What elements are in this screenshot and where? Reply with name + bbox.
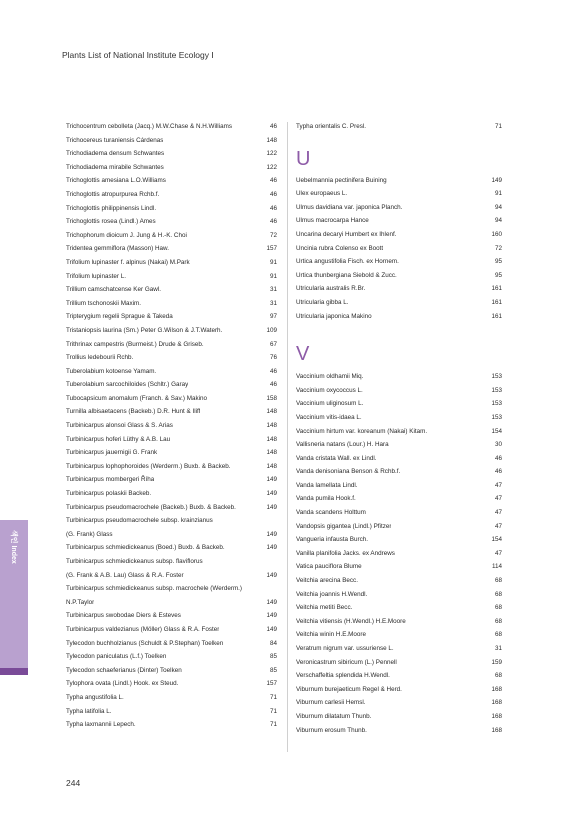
index-entry	[296, 533, 502, 547]
index-entry	[296, 214, 502, 228]
index-entry	[66, 664, 277, 678]
entry-name: Turbinicarpus hoferi Lüthy & A.B. Lau	[66, 435, 171, 443]
entry-page-number: 46	[269, 218, 277, 226]
entry-page-number: 149	[491, 176, 502, 184]
entry-page-number: 148	[266, 449, 277, 457]
entry-page-number: 168	[491, 726, 502, 734]
entry-name: Urtica angustifolia Fisch. ex Hornem.	[296, 258, 399, 266]
entry-name: Veitchia winin H.E.Moore	[296, 631, 366, 639]
entry-page-number: 91	[269, 272, 277, 280]
entry-name: Utricularia japonica Makino	[296, 312, 372, 320]
entry-name: Trichoglottis amesiana L.O.Williams	[66, 177, 166, 185]
entry-page-number: 71	[269, 693, 277, 701]
entry-page-number: 46	[269, 123, 277, 130]
entry-name: Typha laxmannii Lepech.	[66, 721, 136, 729]
entry-page-number: 148	[266, 435, 277, 443]
index-entry	[66, 705, 277, 719]
index-entry	[296, 452, 502, 466]
entry-name: Vanda denisoniana Benson & Rchb.f.	[296, 468, 401, 476]
running-header: Plants List of National Institute Ecology Ⅰ	[62, 50, 214, 60]
entry-page-number: 149	[266, 598, 277, 606]
entry-name: Tylecodon buchholzianus (Schuldt & P.Stephan) Toelken	[66, 639, 224, 647]
entry-page-number: 157	[266, 245, 277, 253]
index-entry	[66, 501, 277, 515]
side-index-tab-strip	[0, 668, 28, 675]
entry-page-number: 148	[266, 408, 277, 416]
index-entry	[296, 710, 502, 724]
index-entry	[296, 506, 502, 520]
entry-name: Vatica pauciflora Blume	[296, 563, 362, 571]
entry-page-number: 149	[266, 503, 277, 511]
index-entry	[66, 582, 277, 596]
entry-name: Turbinicarpus swobodae Diers & Esteves	[66, 612, 181, 620]
index-entry	[66, 134, 277, 148]
entry-page-number: 67	[269, 340, 277, 348]
entry-page-number: 153	[491, 386, 502, 394]
index-entry	[66, 637, 277, 651]
entry-page-number: 46	[269, 190, 277, 198]
entry-page-number: 122	[266, 150, 277, 158]
index-entry	[66, 555, 277, 569]
entry-page-number: 94	[494, 217, 502, 225]
entry-name: (G. Frank) Glass	[66, 530, 113, 538]
entry-name: Veitchia arecina Becc.	[296, 577, 358, 585]
entry-page-number: 68	[494, 590, 502, 598]
entry-name: Veitchia metiti Becc.	[296, 604, 353, 612]
index-entry	[66, 487, 277, 501]
index-entry	[66, 174, 277, 188]
index-entry	[66, 229, 277, 243]
entry-page-number: 91	[494, 190, 502, 198]
entry-name: Vaccinium hirtum var. koreanum (Nakai) Kitam.	[296, 427, 428, 435]
entry-name: Trichodiadema densum Schwantes	[66, 150, 165, 158]
entry-name: Typha latifolia L.	[66, 707, 112, 715]
entry-name: Veitchia vitiensis (H.Wendl.) H.E.Moore	[296, 617, 406, 625]
index-entry	[296, 642, 502, 656]
entry-name: Vanda cristata Wall. ex Lindl.	[296, 454, 377, 462]
index-entry	[296, 669, 502, 683]
entry-name: Trichocentrum cebolleta (Jacq.) M.W.Chase & N.H.Williams	[66, 123, 232, 130]
entry-page-number: 46	[494, 468, 502, 476]
entry-page-number: 122	[266, 163, 277, 171]
entry-page-number: 47	[494, 495, 502, 503]
index-entry	[296, 242, 502, 256]
entry-name: Veronicastrum sibiricum (L.) Pennell	[296, 658, 397, 666]
entry-name: Trillium tschonoskii Maxim.	[66, 299, 141, 307]
entry-name: Turbinicarpus alonsoi Glass & S. Arias	[66, 422, 173, 430]
index-entry	[296, 296, 502, 310]
index-entry	[66, 473, 277, 487]
entry-name: Vaccinium oldhamii Miq.	[296, 373, 364, 381]
entry-name: Viburnum carlesii Hemsl.	[296, 699, 366, 707]
index-entry	[66, 419, 277, 433]
entry-name: Veratrum nigrum var. ussuriense L.	[296, 645, 394, 652]
index-entry	[66, 623, 277, 637]
index-entry	[296, 547, 502, 561]
entry-page-number: 161	[491, 285, 502, 293]
index-entry	[296, 174, 502, 188]
entry-page-number: 47	[494, 522, 502, 530]
index-entry	[296, 438, 502, 452]
entry-page-number: 149	[266, 612, 277, 620]
entry-name: Vanda lamellata Lindl.	[296, 481, 358, 489]
entry-page-number: 154	[491, 427, 502, 435]
entry-name: Viburnum burejaeticum Regel & Herd.	[296, 685, 402, 693]
index-entry	[66, 338, 277, 352]
entry-name: Urtica thunbergiana Siebold & Zucc.	[296, 271, 397, 279]
entry-name: Trichodiadema mirabile Schwantes	[66, 163, 164, 171]
entry-name: Turbinicarpus pseudomacrochele (Backeb.) Buxb. & Backeb.	[66, 503, 236, 511]
entry-page-number: 31	[269, 299, 277, 307]
entry-name: Turbinicarpus schmiedickeanus (Boed.) Buxb. & Backeb.	[66, 544, 225, 552]
entry-page-number: 47	[494, 549, 502, 557]
index-entry	[66, 256, 277, 270]
index-entry	[66, 677, 277, 691]
entry-name: Trifolium lupinaster f. alpinus (Nakai) M.Park	[66, 258, 190, 266]
entry-page-number: 31	[494, 645, 502, 652]
section-letter-u: U	[296, 147, 311, 170]
entry-page-number: 30	[494, 441, 502, 449]
entry-page-number: 68	[494, 604, 502, 612]
entry-page-number: 148	[266, 422, 277, 430]
index-entry	[66, 392, 277, 406]
entry-name: Turbinicarpus lophophoroides (Werderm.) Buxb. & Backeb.	[66, 462, 231, 470]
index-entry	[66, 310, 277, 324]
index-entry	[66, 541, 277, 555]
index-entry	[66, 147, 277, 161]
entry-page-number: 159	[491, 658, 502, 666]
index-entry	[66, 297, 277, 311]
entry-page-number: 153	[491, 400, 502, 408]
entry-name: Vallisneria natans (Lour.) H. Hara	[296, 441, 389, 449]
right-column	[296, 120, 502, 737]
index-entry	[296, 574, 502, 588]
index-entry	[296, 724, 502, 738]
entry-page-number: 168	[491, 685, 502, 693]
section-v-list	[296, 370, 502, 737]
entry-page-number: 149	[266, 571, 277, 579]
entry-name: Turbinicarpus pseudomacrochele subsp. krainzianus	[66, 517, 213, 525]
entry-page-number: 71	[494, 123, 502, 130]
entry-name: Viburnum erosum Thunb.	[296, 726, 367, 734]
entry-name: Trollius ledebourii Rchb.	[66, 354, 134, 362]
entry-page-number: 109	[266, 326, 277, 334]
index-entry	[296, 411, 502, 425]
entry-name: Turbinicarpus valdezianus (Mӧller) Glass & R.A. Foster	[66, 625, 220, 633]
entry-page-number: 94	[494, 203, 502, 211]
index-entry	[66, 161, 277, 175]
section-u-list	[296, 174, 502, 324]
index-entry	[296, 465, 502, 479]
index-entry	[296, 228, 502, 242]
entry-name: Vanda scandens Holttum	[296, 509, 366, 517]
index-entry	[66, 433, 277, 447]
entry-name: Ulmus davidiana var. japonica Planch.	[296, 203, 403, 211]
entry-name: Trithrinax campestris (Burmeist.) Drude & Griseb.	[66, 340, 204, 348]
entry-page-number: 72	[494, 244, 502, 252]
index-entry	[296, 425, 502, 439]
entry-name: Utricularia australis R.Br.	[296, 285, 366, 293]
entry-name: Verschaffeltia splendida H.Wendl.	[296, 672, 390, 680]
entry-page-number: 71	[269, 707, 277, 715]
entry-name: Tylecodon paniculatus (L.f.) Toelken	[66, 653, 167, 661]
entry-page-number: 148	[266, 462, 277, 470]
index-entry	[66, 650, 277, 664]
entry-page-number: 161	[491, 312, 502, 320]
index-entry	[66, 324, 277, 338]
entry-page-number: 161	[491, 298, 502, 306]
index-entry	[296, 628, 502, 642]
entry-name: Veitchia joannis H.Wendl.	[296, 590, 368, 598]
entry-page-number: 46	[494, 454, 502, 462]
index-entry	[296, 492, 502, 506]
entry-name: Trichoglottis atropurpurea Rchb.f.	[66, 190, 160, 198]
index-entry	[66, 283, 277, 297]
entry-page-number: 46	[269, 177, 277, 185]
index-entry	[296, 560, 502, 574]
entry-name: Utricularia gibba L.	[296, 298, 349, 306]
index-entry	[66, 569, 277, 583]
entry-page-number: 160	[491, 230, 502, 238]
index-entry	[296, 696, 502, 710]
index-entry	[66, 378, 277, 392]
entry-name: Uncinia rubra Colenso ex Boott	[296, 244, 384, 252]
index-entry	[296, 310, 502, 324]
page-number: 244	[66, 778, 81, 788]
entry-name: Ulex europaeus L.	[296, 190, 348, 198]
entry-page-number: 95	[494, 271, 502, 279]
entry-page-number: 148	[266, 136, 277, 144]
entry-name: Tubocapsicum anomalum (Franch. & Sav.) Makino	[66, 394, 208, 402]
index-entry	[296, 201, 502, 215]
entry-name: Turbinicarpus mombergeri Říha	[66, 476, 155, 484]
entry-name: Vaccinium vitis-idaea L.	[296, 413, 362, 421]
index-entry	[296, 683, 502, 697]
index-entry	[296, 479, 502, 493]
entry-name: Trichoglottis rosea (Lindl.) Ames	[66, 218, 156, 226]
index-entry	[66, 270, 277, 284]
column-divider	[287, 122, 288, 752]
entry-page-number: 154	[491, 536, 502, 544]
entry-name: Uncarina decaryi Humbert ex Ihlenf.	[296, 230, 397, 238]
entry-page-number: 68	[494, 577, 502, 585]
index-entry	[66, 718, 277, 732]
right-top-list	[296, 120, 502, 134]
entry-page-number: 149	[266, 530, 277, 538]
left-column	[66, 120, 277, 732]
entry-name: Tuberolabium kotoense Yamam.	[66, 367, 157, 375]
entry-name: Typha angustifolia L.	[66, 693, 124, 701]
index-entry	[296, 120, 502, 134]
entry-name: Tylecodon schaeferianus (Dinter) Toelken	[66, 666, 182, 674]
index-entry	[66, 188, 277, 202]
index-entry	[296, 656, 502, 670]
section-letter-v: V	[296, 343, 310, 366]
entry-name: Vanda pumila Hook.f.	[296, 495, 356, 503]
entry-name: Ulmus macrocarpa Hance	[296, 217, 369, 225]
entry-page-number: 153	[491, 413, 502, 421]
entry-name: Vandopsis gigantea (Lindl.) Pfitzer	[296, 522, 392, 530]
index-entry	[66, 351, 277, 365]
entry-page-number: 68	[494, 631, 502, 639]
entry-name: Vaccinium uliginosum L.	[296, 400, 364, 408]
index-entry	[66, 242, 277, 256]
entry-page-number: 31	[269, 286, 277, 294]
entry-name: Turbinicarpus schmiedickeanus subsp. flaviflorus	[66, 558, 203, 565]
index-entry	[296, 588, 502, 602]
index-entry	[66, 446, 277, 460]
index-entry	[66, 460, 277, 474]
entry-name: (G. Frank & A.B. Lau) Glass & R.A. Foster	[66, 571, 184, 579]
entry-name: Trichocereus turaniensis Cárdenas	[66, 136, 164, 144]
entry-name: Vangueria infausta Burch.	[296, 536, 368, 544]
index-entry	[296, 370, 502, 384]
index-entry	[296, 384, 502, 398]
entry-page-number: 168	[491, 699, 502, 707]
entry-page-number: 47	[494, 509, 502, 517]
entry-page-number: 153	[491, 373, 502, 381]
entry-page-number: 72	[269, 231, 277, 239]
index-entry	[296, 615, 502, 629]
entry-page-number: 76	[269, 354, 277, 362]
index-entry	[66, 528, 277, 542]
entry-name: Turbinicarpus polaskii Backeb.	[66, 490, 152, 498]
entry-name: Vanilla planifolia Jacks. ex Andrews	[296, 549, 395, 557]
side-index-label: 색인 Index	[10, 530, 17, 564]
index-entry	[66, 365, 277, 379]
entry-page-number: 47	[494, 481, 502, 489]
entry-name: Turbinicarpus jauernigii G. Frank	[66, 449, 158, 457]
entry-page-number: 85	[269, 666, 277, 674]
index-entry	[296, 282, 502, 296]
entry-name: Typha orientalis C. Presl.	[296, 123, 366, 130]
index-entry	[296, 255, 502, 269]
index-entry	[66, 609, 277, 623]
entry-name: Trifolium lupinaster L.	[66, 272, 126, 280]
entry-name: Tripterygium regelii Sprague & Takeda	[66, 313, 173, 321]
entry-name: Tridentea gemmiflora (Masson) Haw.	[66, 245, 170, 253]
index-entry	[66, 120, 277, 134]
index-entry	[66, 215, 277, 229]
entry-page-number: 157	[266, 680, 277, 688]
entry-page-number: 149	[266, 544, 277, 552]
entry-name: Trichophorum dioicum J. Jung & H.-K. Choi	[66, 231, 187, 239]
index-entry	[66, 691, 277, 705]
index-entry	[66, 405, 277, 419]
entry-page-number: 85	[269, 653, 277, 661]
entry-page-number: 149	[266, 490, 277, 498]
index-entry	[296, 601, 502, 615]
entry-name: Trichoglottis philippinensis Lindl.	[66, 204, 157, 212]
entry-page-number: 84	[269, 639, 277, 647]
index-entry	[296, 520, 502, 534]
entry-page-number: 168	[491, 712, 502, 720]
entry-name: Tuberolabium sarcochiloides (Schltr.) Garay	[66, 381, 189, 389]
entry-page-number: 91	[269, 258, 277, 266]
entry-name: Vaccinium oxycoccus L.	[296, 386, 363, 394]
entry-page-number: 71	[269, 721, 277, 729]
entry-name: Tristaniopsis laurina (Sm.) Peter G.Wilson & J.T.Waterh.	[66, 326, 223, 334]
index-entry	[296, 187, 502, 201]
entry-name: Trillium camschatcense Ker Gawl.	[66, 286, 161, 294]
entry-page-number: 149	[266, 625, 277, 633]
entry-page-number: 95	[494, 258, 502, 266]
entry-name: N.P.Taylor	[66, 598, 95, 606]
entry-page-number: 46	[269, 204, 277, 212]
entry-page-number: 68	[494, 672, 502, 680]
entry-page-number: 158	[266, 394, 277, 402]
index-entry	[66, 202, 277, 216]
entry-page-number: 114	[491, 563, 502, 571]
entry-name: Turbinicarpus schmiedickeanus subsp. macrochele (Werderm.)	[66, 585, 243, 593]
entry-name: Uebelmannia pectinifera Buining	[296, 176, 387, 184]
entry-name: Tylophora ovata (Lindl.) Hook. ex Steud.	[66, 680, 179, 688]
index-entry	[66, 596, 277, 610]
entry-page-number: 68	[494, 617, 502, 625]
entry-name: Turnilla albisaetacens (Backeb.) D.R. Hunt & Iliff	[66, 408, 201, 416]
entry-page-number: 46	[269, 367, 277, 375]
side-index-label-wrap	[7, 530, 21, 660]
entry-page-number: 149	[266, 476, 277, 484]
index-entry	[66, 514, 277, 528]
entry-page-number: 46	[269, 381, 277, 389]
index-entry	[296, 269, 502, 283]
entry-name: Viburnum dilatatum Thunb.	[296, 712, 372, 720]
entry-page-number: 97	[269, 313, 277, 321]
index-entry	[296, 397, 502, 411]
